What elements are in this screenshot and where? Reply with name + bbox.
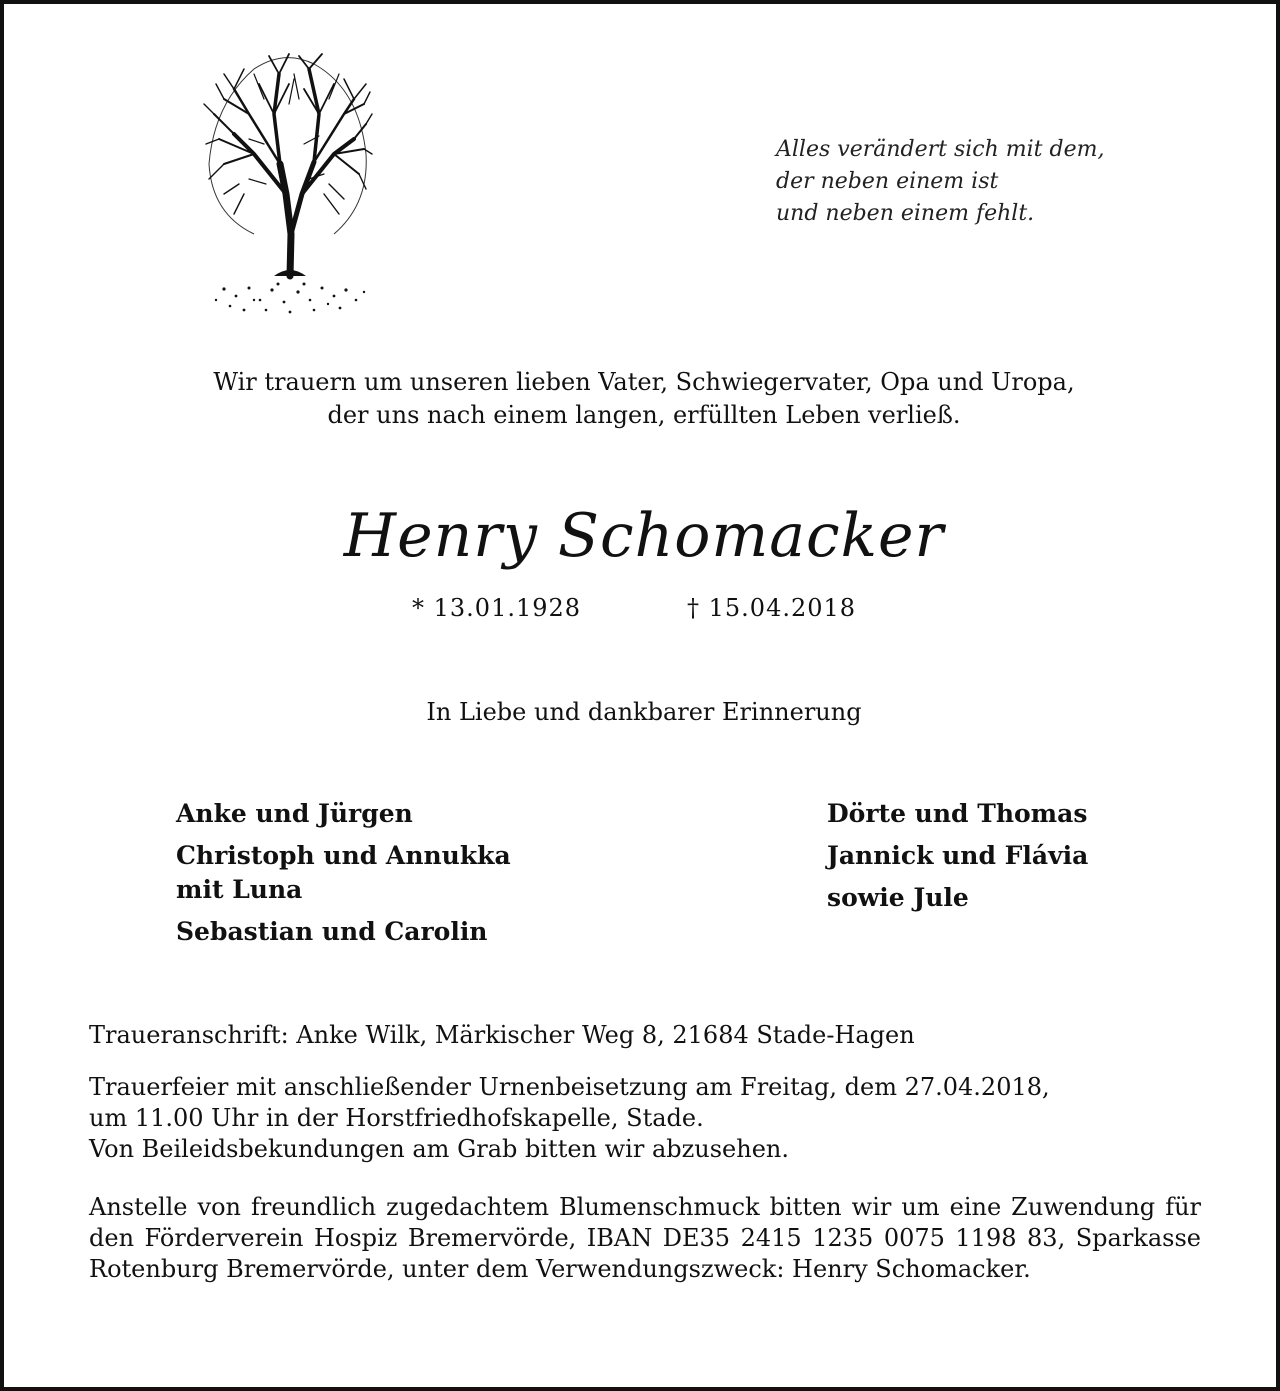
birth-date: * 13.01.1928 [412, 594, 582, 622]
family-right [827, 797, 1088, 915]
family-left [176, 797, 511, 949]
quote-line: der neben einem ist [776, 169, 999, 194]
quote [776, 134, 1104, 230]
family-entry: Christoph und Annukka [176, 841, 511, 870]
donation-info: Anstelle von freundlich zugedachtem Blumenschmuck bitten wir um eine Zuwendung für den Förderverein Hospiz Bremervörde, IBAN DE35 2415 1235 0075 1198 83, Sparkasse Rotenburg Bremervörde, unter dem Verwendungszweck: Henry Schomacker. [89, 1193, 1201, 1283]
intro-line: der uns nach einem langen, erfüllten Leben verließ. [327, 401, 961, 429]
family-entry: Jannick und Flávia [827, 841, 1089, 870]
memory-line: In Liebe und dankbarer Erinnerung [426, 698, 862, 726]
tree-icon [194, 44, 374, 324]
ceremony-line: Trauerfeier mit anschließender Urnenbeisetzung am Freitag, dem 27.04.2018, [89, 1073, 1050, 1101]
quote-line: Alles verändert sich mit dem, [776, 137, 1105, 162]
deceased-name: Henry Schomacker [343, 501, 945, 571]
intro-line: Wir trauern um unseren lieben Vater, Schwiegervater, Opa und Uropa, [213, 368, 1075, 396]
family-entry: mit Luna [176, 875, 303, 904]
ceremony-info [89, 1072, 1201, 1165]
family-entry: sowie Jule [827, 883, 969, 912]
ceremony-line: um 11.00 Uhr in der Horstfriedhofskapelle, Stade. [89, 1104, 704, 1132]
family-entry: Dörte und Thomas [827, 799, 1088, 828]
family-entry: Sebastian und Carolin [176, 917, 488, 946]
address: Traueranschrift: Anke Wilk, Märkischer Weg 8, 21684 Stade-Hagen [89, 1021, 915, 1049]
intro-text [4, 366, 1280, 432]
death-date: † 15.04.2018 [687, 594, 857, 622]
quote-line: und neben einem fehlt. [776, 201, 1035, 226]
ceremony-line: Von Beileidsbekundungen am Grab bitten wir abzusehen. [89, 1135, 789, 1163]
family-entry: Anke und Jürgen [176, 799, 413, 828]
